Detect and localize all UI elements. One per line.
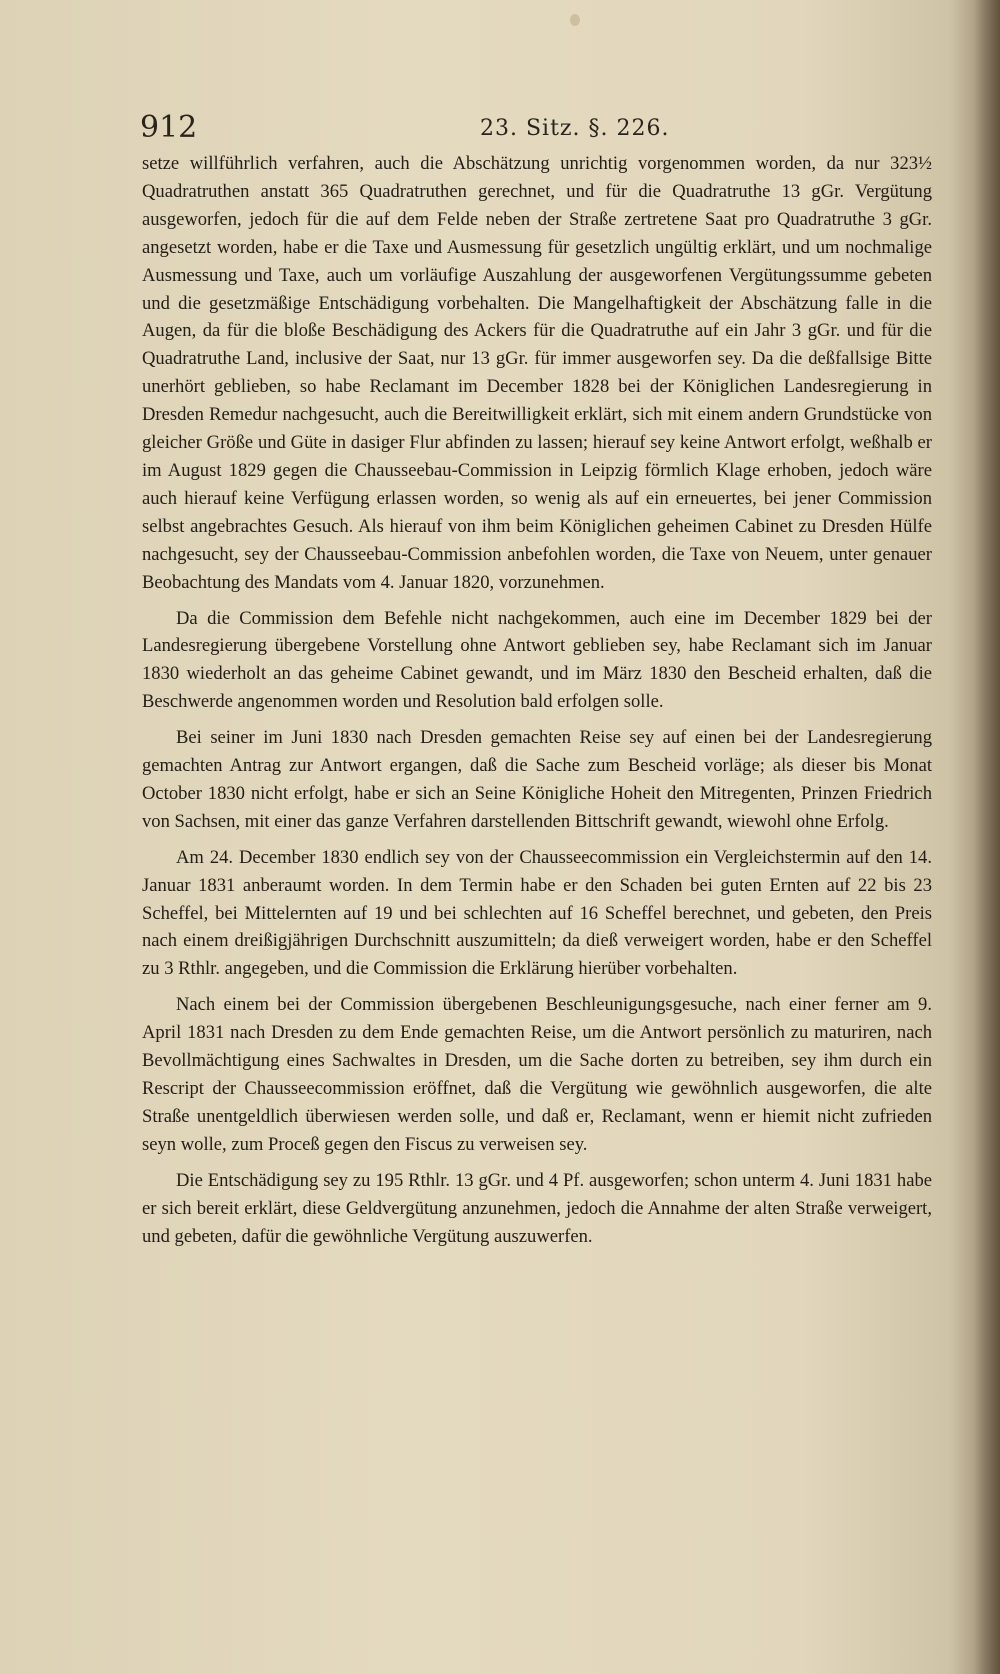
- paragraph: setze willführlich verfahren, auch die Abschätzung unrichtig vorgenommen worden, da nur 323½ Quadratruthen anstatt 365 Quadratruthen gerechnet, und für die Quadratruthe 13 gGr. Vergütung ausgeworfen, jedoch für die auf dem Felde neben der Straße zertretene Saat pro Quadratruthe 3 gGr. angesetzt worden, habe er die Taxe und Ausmessung für gesetzlich ungültig erklärt, und um nochmalige Ausmessung und Taxe, auch um vorläufige Auszahlung der ausgeworfenen Vergütungssumme gebeten und die gesetzmäßige Entschädigung vorbehalten. Die Mangelhaftigkeit der Abschätzung falle in die Augen, da für die bloße Beschädigung des Ackers für die Quadratruthe auf ein Jahr 3 gGr. und für die Quadratruthe Land, inclusive der Saat, nur 13 gGr. für immer ausgeworfen sey. Da die deßfallsige Bitte unerhört geblieben, so habe Reclamant im December 1828 bei der Königlichen Landesregierung in Dresden Remedur nachgesucht, auch die Bereitwilligkeit erklärt, sich mit einem andern Grundstücke von gleicher Größe und Güte in dasiger Flur abfinden zu lassen; hierauf sey keine Antwort erfolgt, weßhalb er im August 1829 gegen die Chausseebau-Commission in Leipzig förmlich Klage erhoben, jedoch wäre auch hierauf keine Verfügung erlassen worden, so wenig als auf ein erneuertes, bei jener Commission selbst angebrachtes Gesuch. Als hierauf von ihm beim Königlichen geheimen Cabinet zu Dresden Hülfe nachgesucht, sey der Chausseebau-Commission anbefohlen worden, die Taxe von Neuem, unter genauer Beobachtung des Mandats vom 4. Januar 1820, vorzunehmen.: [142, 153, 932, 593]
- page-number: 912: [140, 110, 198, 145]
- binding-shadow: [974, 0, 1000, 1674]
- paragraph: Die Entschädigung sey zu 195 Rthlr. 13 gGr. und 4 Pf. ausgeworfen; schon unterm 4. Juni 1831 habe er sich bereit erklärt, diese Geldvergütung anzunehmen, jedoch die Annahme der alten Straße verweigert, und gebeten, dafür die gewöhnliche Vergütung auszuwerfen.: [142, 1169, 932, 1247]
- paper-stain: [570, 14, 580, 26]
- paragraph: Da die Commission dem Befehle nicht nachgekommen, auch eine im December 1829 bei der Landesregierung übergebene Vorstellung ohne Antwort geblieben sey, habe Reclamant sich im Januar 1830 wiederholt an das geheime Cabinet gewandt, und im März 1830 den Bescheid erhalten, daß die Beschwerde angenommen worden und Resolution bald erfolgen solle.: [142, 607, 932, 713]
- page-header: [140, 110, 940, 150]
- paragraph: Bei seiner im Juni 1830 nach Dresden gemachten Reise sey auf einen bei der Landesregierung gemachten Antrag zur Antwort ergangen, daß die Sache zum Bescheid vorläge; als dieser bis Monat October 1830 nicht erfolgt, habe er sich an Seine Königliche Hoheit den Mitregenten, Prinzen Friedrich von Sachsen, mit einer das ganze Verfahren darstellenden Bittschrift gewandt, wiewohl ohne Erfolg.: [142, 727, 932, 832]
- body-text: [142, 150, 932, 1258]
- paragraph: Nach einem bei der Commission übergebenen Beschleunigungsgesuche, nach einer ferner am 9. April 1831 nach Dresden zu dem Ende gemachten Reise, um die Antwort persönlich zu maturiren, nach Bevollmächtigung eines Sachwaltes in Dresden, um die Sache dorten zu betreiben, sey ihm durch ein Rescript der Chausseecommission eröffnet, daß die Vergütung wie gewöhnlich ausgeworfen, die alte Straße unentgeldlich überwiesen werden solle, und daß er, Reclamant, wenn er hiemit nicht zufrieden seyn wolle, zum Proceß gegen den Fiscus zu verweisen sey.: [142, 994, 932, 1155]
- running-head: 23. Sitz. §. 226.: [480, 116, 670, 141]
- paragraph: Am 24. December 1830 endlich sey von der Chausseecommission ein Vergleichstermin auf den 14. Januar 1831 anberaumt worden. In dem Termin habe er den Schaden bei guten Ernten auf 22 bis 23 Scheffel, bei Mittelernten auf 19 und bei schlechten auf 16 Scheffel berechnet, und gebeten, den Preis nach einem dreißigjährigen Durchschnitt auszumitteln; da dieß verweigert worden, habe er den Scheffel zu 3 Rthlr. angegeben, und die Commission die Erklärung hierüber vorbehalten.: [142, 846, 932, 980]
